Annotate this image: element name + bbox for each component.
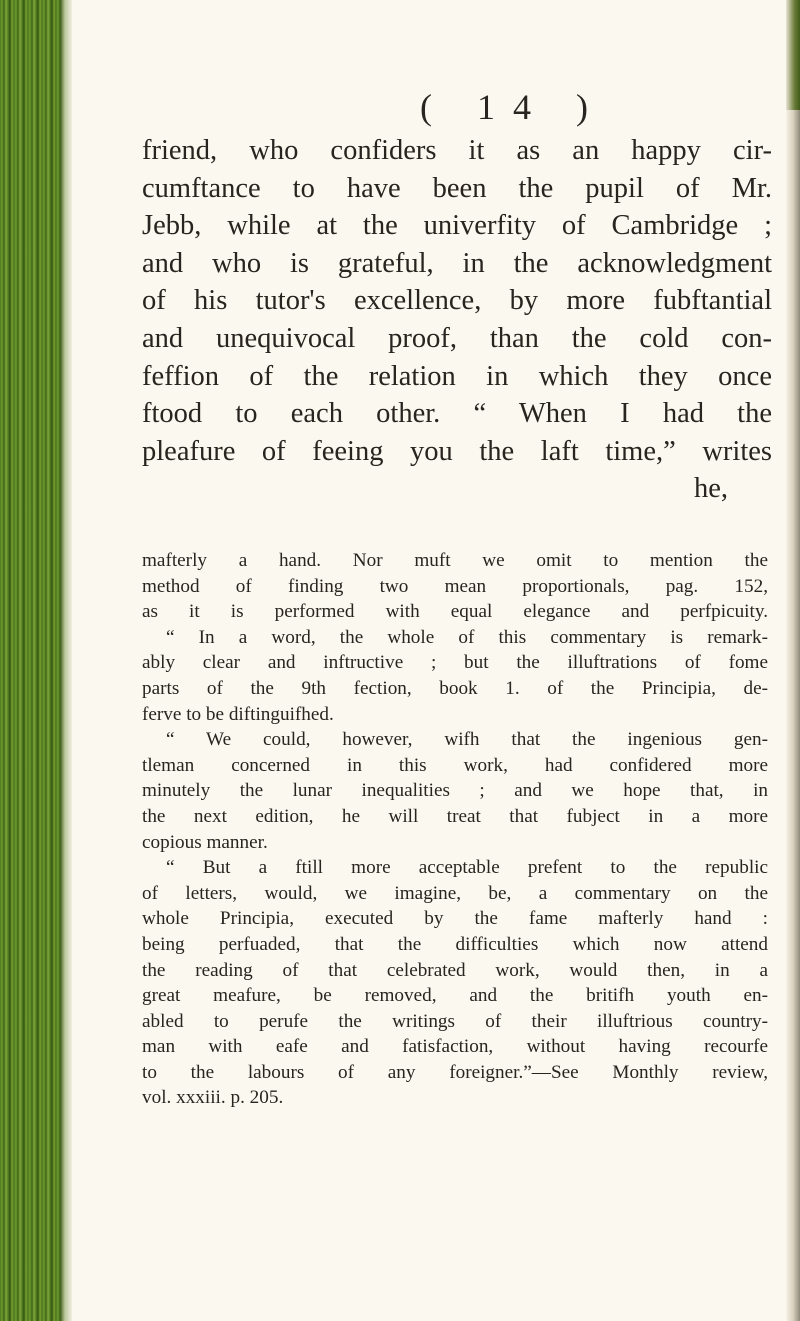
- main-text-line: and unequivocal proof, than the cold con-: [142, 322, 772, 354]
- footnote-line: “ We could, however, wifh that the ingenious gen-: [166, 729, 768, 751]
- footnote-line: “ But a ftill more acceptable prefent to the republic: [166, 857, 768, 879]
- footnote-line: mafterly a hand. Nor muft we omit to mention the: [142, 550, 768, 571]
- footnote-line: “ In a word, the whole of this commentary is remark-: [166, 626, 768, 648]
- main-text-line: feffion of the relation in which they once: [142, 360, 772, 392]
- main-text-line: ftood to each other. “ When I had the: [142, 398, 772, 430]
- main-text-line: cumftance to have been the pupil of Mr.: [142, 172, 772, 204]
- footnote-line: of letters, would, we imagine, be, a commentary on the: [142, 882, 768, 904]
- footnote-line: parts of the 9th fection, book 1. of the Principia, de-: [142, 677, 768, 699]
- footnote-line: the next edition, he will treat that fubject in a more: [142, 805, 768, 827]
- footnote-line: vol. xxxiii. p. 205.: [142, 1087, 284, 1109]
- footnote-line: great meafure, be removed, and the britifh youth en-: [142, 985, 768, 1007]
- main-text: [142, 132, 772, 508]
- footnote-line: ably clear and inftructive ; but the illuftrations of fome: [142, 652, 768, 674]
- footnote-line: man with eafe and fatisfaction, without having recourfe: [142, 1036, 768, 1058]
- page-number: ( 14 ): [420, 87, 606, 127]
- footnote-line: copious manner.: [142, 831, 268, 853]
- catchword: he,: [693, 473, 728, 505]
- footnote-line: as it is performed with equal elegance and perfpicuity.: [142, 601, 768, 623]
- footnote-line: minutely the lunar inequalities ; and we hope that, in: [142, 780, 768, 802]
- main-text-line: of his tutor's excellence, by more fubftantial: [142, 285, 772, 317]
- main-text-line: friend, who confiders it as an happy cir-: [142, 135, 772, 166]
- footnote-line: to the labours of any foreigner.”—See Monthly review,: [142, 1061, 768, 1083]
- footnote-line: method of finding two mean proportionals, pag. 152,: [142, 575, 768, 597]
- footnote-line: whole Principia, executed by the fame mafterly hand :: [142, 908, 768, 930]
- main-text-line: and who is grateful, in the acknowledgment: [142, 247, 772, 279]
- page-edge-shadow: [786, 0, 800, 1321]
- footnote-line: being perfuaded, that the difficulties which now attend: [142, 933, 768, 955]
- binding-edge: [60, 0, 72, 1321]
- page-edge-corner: [786, 0, 800, 110]
- footnote-line: the reading of that celebrated work, would then, in a: [142, 959, 768, 981]
- footnote-line: abled to perufe the writings of their illuftrious country-: [142, 1010, 768, 1032]
- binding-gutter: [0, 0, 68, 1321]
- footnote-line: tleman concerned in this work, had confidered more: [142, 754, 768, 776]
- main-text-line: pleafure of feeing you the laft time,” writes: [142, 435, 772, 467]
- main-text-line: Jebb, while at the univerfity of Cambridge ;: [142, 210, 772, 242]
- footnote: [142, 548, 768, 1111]
- footnote-line: ferve to be diftinguifhed.: [142, 703, 334, 725]
